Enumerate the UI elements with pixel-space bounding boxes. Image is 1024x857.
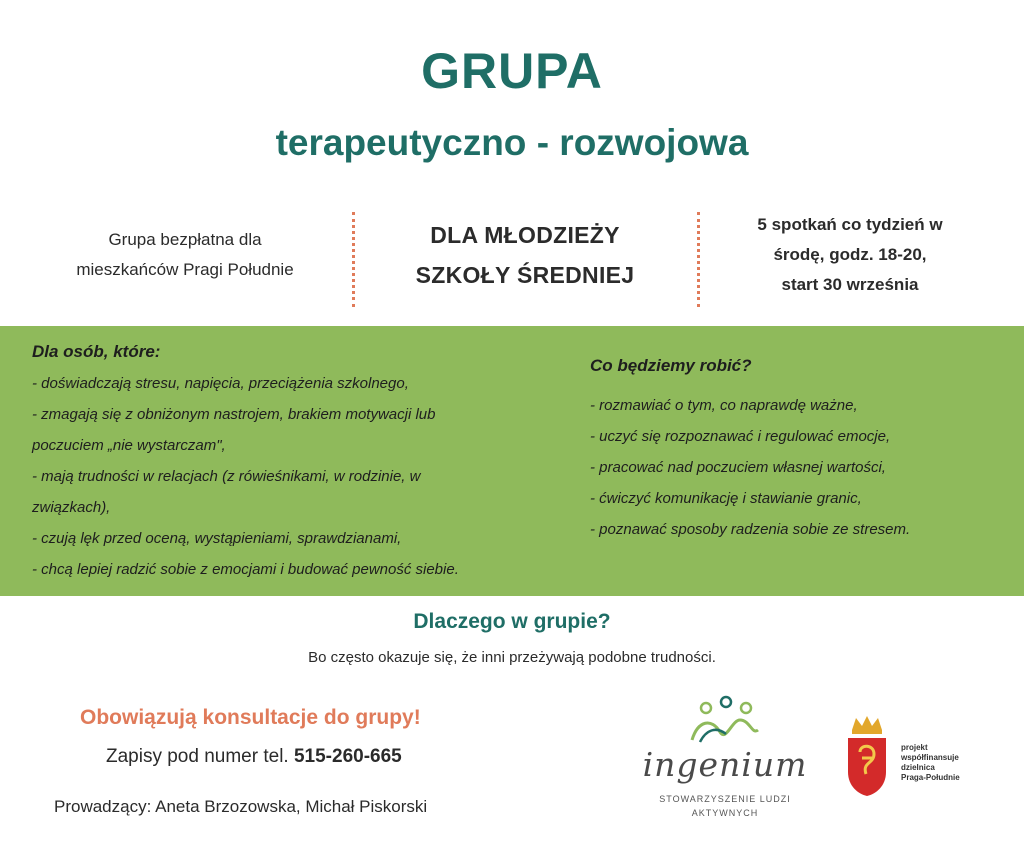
- list-item: - pracować nad poczuciem własnej wartości,: [590, 459, 886, 476]
- info-right: [700, 205, 1000, 305]
- cofin-line-3: dzielnica: [901, 763, 935, 772]
- list-item: - poznawać sposoby radzenia sobie ze stresem.: [590, 521, 911, 538]
- list-item: - zmagają się z obniżonym nastrojem, brakiem motywacji lub: [32, 406, 436, 423]
- phone-number: 515-260-665: [293, 746, 402, 767]
- ingenium-subtitle-1: STOWARZYSZENIE LUDZI: [659, 794, 791, 804]
- info-mid-line2: SZKOŁY ŚREDNIEJ: [415, 262, 635, 288]
- info-right-line1: 5 spotkań co tydzień w: [757, 215, 943, 234]
- ingenium-name: ingenium: [642, 745, 808, 784]
- crest-icon: [842, 712, 892, 798]
- why-heading: Dlaczego w grupie?: [413, 610, 611, 633]
- info-left-line1: Grupa bezpłatna dla: [108, 230, 262, 249]
- people-icon: [640, 690, 810, 750]
- list-item: - ćwiczyć komunikację i stawianie granic,: [590, 490, 862, 507]
- activities-title: Co będziemy robić?: [590, 356, 752, 375]
- list-item: - rozmawiać o tym, co naprawdę ważne,: [590, 397, 858, 414]
- info-left: [20, 205, 350, 305]
- ingenium-logo: [640, 690, 810, 830]
- page-subtitle: terapeutyczno - rozwojowa: [275, 122, 749, 163]
- divider-left: [352, 212, 355, 307]
- activities-list: [590, 390, 910, 545]
- cofin-line-4: Praga-Południe: [901, 773, 960, 782]
- info-right-line2: środę, godz. 18-20,: [773, 245, 927, 264]
- info-mid-line1: DLA MŁODZIEŻY: [430, 222, 620, 248]
- cofin-line-2: współfinansuje: [901, 753, 959, 762]
- phone-line: [106, 746, 402, 768]
- list-item: - doświadczają stresu, napięcia, przeciążenia szkolnego,: [32, 375, 409, 392]
- ingenium-subtitle-2: AKTYWNYCH: [691, 808, 759, 818]
- page-title: GRUPA: [421, 43, 603, 99]
- info-right-line3: start 30 września: [781, 275, 919, 294]
- info-left-line2: mieszkańców Pragi Południe: [76, 260, 294, 279]
- cofin-line-1: projekt: [901, 743, 928, 752]
- consultation-notice: Obowiązują konsultacje do grupy!: [80, 706, 421, 729]
- why-text: Bo często okazuje się, że inni przeżywają podobne trudności.: [308, 649, 716, 666]
- for-whom-title: Dla osób, które:: [32, 342, 161, 361]
- phone-label: Zapisy pod numer tel.: [106, 746, 289, 767]
- for-whom-list: [32, 368, 459, 585]
- list-item: poczuciem „nie wystarczam",: [32, 437, 226, 454]
- list-item: - czują lęk przed oceną, wystąpieniami, sprawdzianami,: [32, 530, 402, 547]
- list-item: - uczyć się rozpoznawać i regulować emocje,: [590, 428, 891, 445]
- list-item: związkach),: [32, 499, 111, 516]
- list-item: - mają trudności w relacjach (z rówieśnikami, w rodzinie, w: [32, 468, 421, 485]
- info-middle: [360, 205, 690, 305]
- leaders: Prowadzący: Aneta Brzozowska, Michał Piskorski: [54, 797, 428, 816]
- list-item: - chcą lepiej radzić sobie z emocjami i budować pewność siebie.: [32, 561, 459, 578]
